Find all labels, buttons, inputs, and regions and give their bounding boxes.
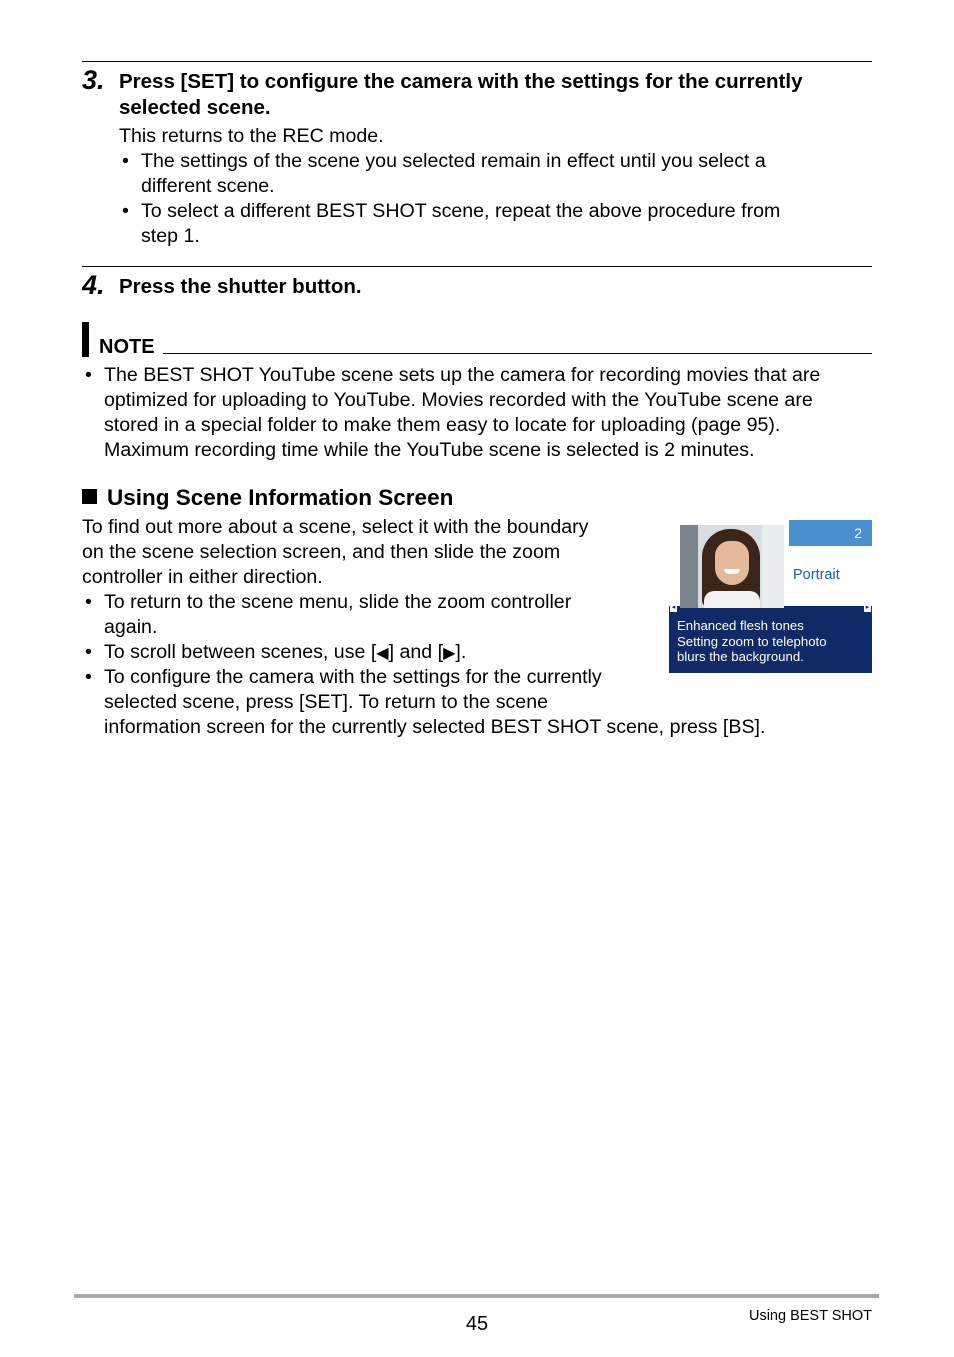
- section-bullet-3-line3: information screen for the currently selected BEST SHOT scene, press [BS].: [104, 716, 766, 738]
- bullet-dot: •: [85, 641, 92, 663]
- step3-bullet-1-line1: The settings of the scene you selected remain in effect until you select a: [141, 150, 766, 172]
- left-triangle-icon: ◀: [376, 645, 389, 662]
- section-bullet-2-middle: ] and [: [388, 641, 444, 663]
- section-intro-line1: To find out more about a scene, select it with the boundary: [82, 516, 589, 538]
- step3-bullet-1: [122, 149, 766, 199]
- portrait-photo: [680, 525, 784, 608]
- photo-smile: [724, 569, 740, 574]
- section-bullet-3: [85, 665, 766, 740]
- footer-rule: [74, 1294, 879, 1298]
- scroll-left-arrow-icon: ◂: [671, 604, 676, 611]
- bullet-dot: •: [85, 364, 92, 386]
- step3-bullet-2: [122, 199, 781, 249]
- section-bullet-1-line1: To return to the scene menu, slide the zoom controller: [104, 591, 572, 613]
- note-bar: [82, 322, 89, 357]
- step3-heading: [119, 69, 879, 121]
- section-title: [82, 484, 453, 512]
- square-bullet-icon: [82, 489, 97, 504]
- scroll-right-arrow-icon: ▸: [865, 604, 870, 611]
- scene-name: Portrait: [793, 567, 840, 583]
- section-bullet-3-line1: To configure the camera with the settings for the currently: [104, 666, 602, 688]
- step3-heading-line2: selected scene.: [119, 96, 271, 119]
- section-bullet-2-before: To scroll between scenes, use [: [104, 641, 377, 663]
- photo-shirt: [704, 591, 760, 608]
- note-line-4: Maximum recording time while the YouTube scene is selected is 2 minutes.: [104, 439, 755, 461]
- step3-bullet-2-line1: To select a different BEST SHOT scene, repeat the above procedure from: [141, 200, 781, 222]
- section-bullet-1-line2: again.: [104, 616, 158, 638]
- section-intro: [82, 515, 588, 590]
- bullet-dot: •: [122, 200, 129, 222]
- step3-number: 3.: [82, 65, 105, 95]
- step3-top-rule: [82, 61, 872, 62]
- step4-top-rule: [82, 266, 872, 267]
- step3-bullet-1-line2: different scene.: [141, 175, 275, 197]
- step3-bullet-2-line2: step 1.: [141, 225, 200, 247]
- section-title-text: Using Scene Information Screen: [107, 485, 454, 510]
- note-line-2: optimized for uploading to YouTube. Movies recorded with the YouTube scene are: [104, 389, 813, 411]
- note-bullet: [85, 363, 821, 463]
- section-intro-line3: controller in either direction.: [82, 566, 323, 588]
- note-line-3: stored in a special folder to make them easy to locate for uploading (page 95).: [104, 414, 781, 436]
- camera-scene-info-screen: [669, 520, 872, 673]
- bullet-dot: •: [85, 591, 92, 613]
- note-label: NOTE: [99, 336, 155, 358]
- photo-face: [715, 541, 749, 585]
- page-number: 45: [465, 1313, 489, 1335]
- scene-number-bar: [789, 520, 872, 546]
- step3-heading-line1: Press [SET] to configure the camera with the settings for the currently: [119, 70, 803, 93]
- section-bullet-1: [85, 590, 572, 640]
- section-bullet-2: [85, 640, 467, 666]
- bullet-dot: •: [122, 150, 129, 172]
- photo-background-right: [762, 525, 784, 608]
- section-intro-line2: on the scene selection screen, and then slide the zoom: [82, 541, 561, 563]
- bullet-dot: •: [85, 666, 92, 688]
- scene-number: 2: [854, 525, 862, 541]
- scene-description-line3: blurs the background.: [677, 649, 804, 664]
- section-bullet-3-line2: selected scene, press [SET]. To return to the scene: [104, 691, 548, 713]
- scene-description-line1: Enhanced flesh tones: [677, 618, 804, 633]
- note-rule: [163, 353, 872, 354]
- step3-body: This returns to the REC mode.: [119, 125, 384, 147]
- step4-heading: Press the shutter button.: [119, 275, 362, 298]
- step4-number: 4.: [82, 270, 105, 300]
- photo-background-left: [680, 525, 698, 608]
- footer-section-name: Using BEST SHOT: [748, 1308, 872, 1324]
- section-bullet-2-after: ].: [455, 641, 467, 663]
- scene-description-line2: Setting zoom to telephoto: [677, 633, 827, 649]
- note-line-1: The BEST SHOT YouTube scene sets up the camera for recording movies that are: [104, 364, 821, 386]
- right-triangle-icon: ▶: [443, 645, 456, 662]
- scene-description: [677, 618, 827, 665]
